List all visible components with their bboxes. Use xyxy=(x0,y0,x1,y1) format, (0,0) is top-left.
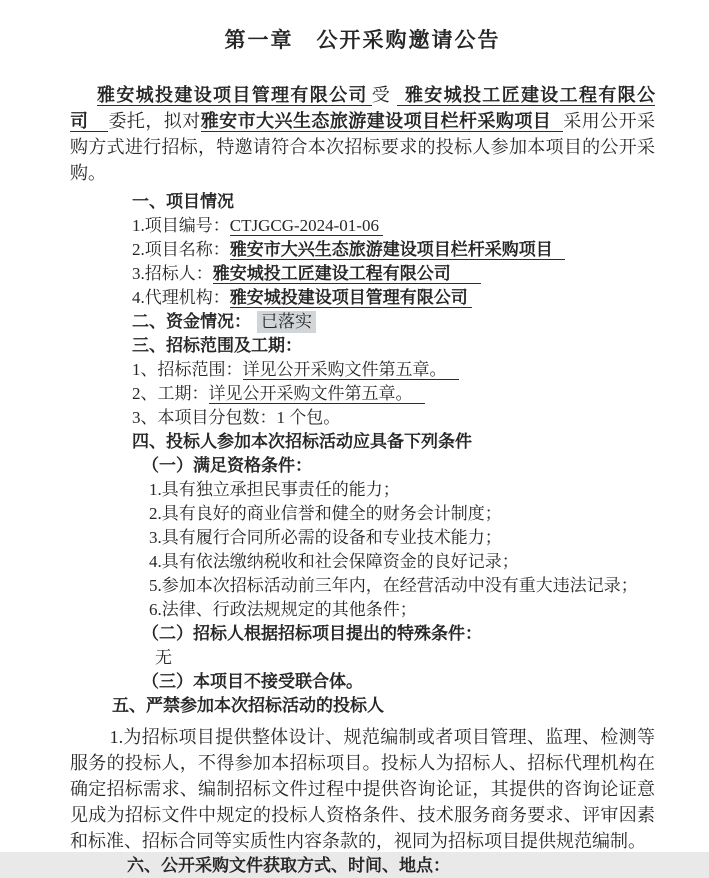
qualification-item-1: 1.具有独立承担民事责任的能力； xyxy=(149,480,400,499)
agent-label: 4.代理机构： xyxy=(132,288,230,307)
section3-heading: 三、招标范围及工期： xyxy=(132,336,302,355)
qualification-item-6: 6.法律、行政法规规定的其他条件； xyxy=(149,600,417,619)
chapter-title: 第一章 公开采购邀请公告 xyxy=(224,28,501,52)
qualification-sub-heading: （一）满足资格条件： xyxy=(142,456,312,475)
agency-name: 雅安城投建设项目管理有限公司 xyxy=(97,85,372,106)
funding-status-value: 已落实 xyxy=(257,311,316,333)
funding-row xyxy=(132,310,655,334)
package-row xyxy=(132,406,655,430)
special-conditions-value: 无 xyxy=(155,648,172,667)
tenderer-value: 雅安城投工匠建设工程有限公司 xyxy=(213,264,481,284)
scope-row xyxy=(132,358,655,382)
qualification-item-5: 5.参加本次招标活动前三年内，在经营活动中没有重大违法记录； xyxy=(149,576,638,595)
scope-value: 详见公开采购文件第五章。 xyxy=(243,360,459,380)
tenderer-row xyxy=(132,262,655,286)
project-number-row xyxy=(132,214,655,238)
section2-heading: 二、资金情况： xyxy=(132,312,251,331)
project-number-label: 1.项目编号： xyxy=(132,216,230,235)
project-name-label: 2.项目名称： xyxy=(132,240,230,259)
special-conditions-heading: （二）招标人根据招标项目提出的特殊条件： xyxy=(142,624,482,643)
intro-text-1: 受 xyxy=(371,85,392,105)
section5-paragraph: 1.为招标项目提供整体设计、规范编制或者项目管理、监理、检测等服务的投标人，不得参加本招标项目。投标人为招标人、招标代理机构在确定招标需求、编制招标文件过程中提供咨询论证，其提供的咨询论证意见成为招标文件中规定的投标人资格条件、技术服务商务要求、评审因素和标准、招标合同等实质性内容条款的，视同为招标项目提供规范编制。 xyxy=(70,727,655,851)
qualification-item-3: 3.具有履行合同所必需的设备和专业技术能力； xyxy=(149,528,502,547)
section1-heading: 一、项目情况 xyxy=(132,192,234,211)
section4-heading: 四、投标人参加本次招标活动应具备下列条件 xyxy=(132,432,472,451)
project-number-value: CTJGCG-2024-01-06 xyxy=(230,216,383,236)
project-name: 雅安市大兴生态旅游建设项目栏杆采购项目 xyxy=(201,111,564,132)
section6-heading: 六、公开采购文件获取方式、时间、地点： xyxy=(127,856,450,875)
project-name-row xyxy=(132,238,655,262)
package-label: 3、本项目分包数： xyxy=(132,408,277,427)
package-value: 1 个包。 xyxy=(276,408,341,427)
consortium-heading: （三）本项目不接受联合体。 xyxy=(142,672,363,691)
duration-label: 2、工期： xyxy=(132,384,209,403)
client-name: 雅安城投工匠建设工程有限公司 xyxy=(70,85,656,131)
agent-value: 雅安城投建设项目管理有限公司 xyxy=(230,288,472,308)
section5-heading: 五、严禁参加本次招标活动的投标人 xyxy=(112,696,384,715)
intro-paragraph xyxy=(70,82,655,186)
intro-text-3: 采用公开采购方式进行招标，特邀请符合本次招标要求的投标人参加本项目的公开采购。 xyxy=(70,111,656,183)
duration-row xyxy=(132,382,655,406)
qualification-item-4: 4.具有依法缴纳税收和社会保障资金的良好记录； xyxy=(149,552,519,571)
scope-label: 1、招标范围： xyxy=(132,360,243,379)
tenderer-label: 3.招标人： xyxy=(132,264,213,283)
qualification-item-2: 2.具有良好的商业信誉和健全的财务会计制度； xyxy=(149,504,502,523)
intro-text-2: 委托，拟对 xyxy=(108,111,201,131)
duration-value: 详见公开采购文件第五章。 xyxy=(209,384,425,404)
project-name-value: 雅安市大兴生态旅游建设项目栏杆采购项目 xyxy=(230,240,565,260)
agent-row xyxy=(132,286,655,310)
